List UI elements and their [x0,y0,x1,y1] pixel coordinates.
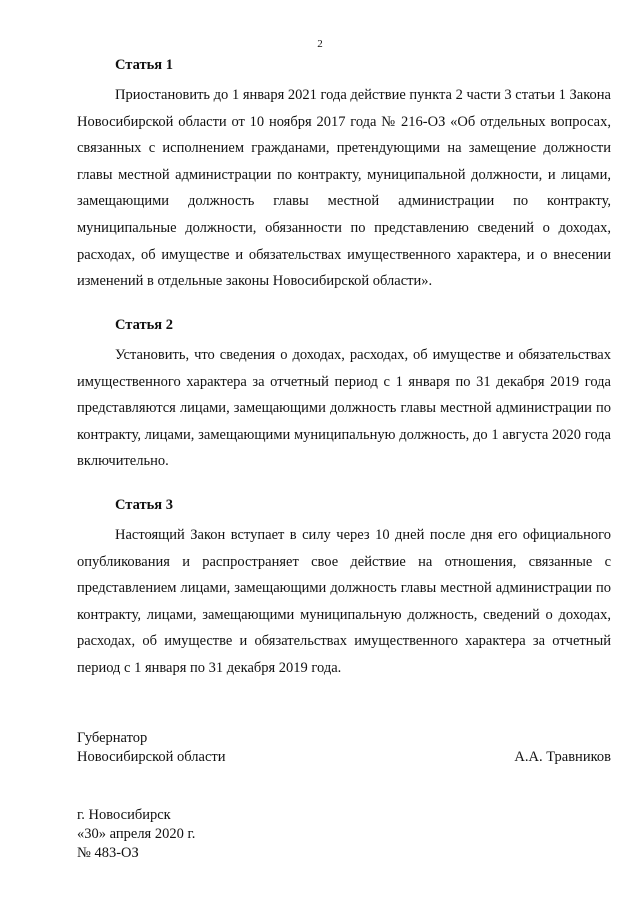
signatory-position-line1: Губернатор [77,730,148,746]
document-footer [77,806,195,863]
signatory-name: А.А. Травников [514,749,611,765]
article-2 [77,316,611,475]
footer-law-number: № 483-ОЗ [77,845,139,861]
article-3 [77,496,611,682]
article-1-title: Статья 1 [115,57,173,73]
article-3-title: Статья 3 [115,497,173,513]
article-1-body: Приостановить до 1 января 2021 года действие пункта 2 части 3 статьи 1 Закона Новосибирской области от 10 ноября 2017 года № 216-ОЗ «Об отдельных вопросах, связанных с исполнением гражданами, претендующими на замещение должности главы местной администрации по контракту, муниципальной должности, и лицами, замещающими должность главы местной администрации по контракту, муниципальные должности, обязанности по представлению сведений о доходах, расходах, об имуществе и обязательствах имущественного характера, и о внесении изменений в отдельные законы Новосибирской области». [77,87,611,290]
footer-city: г. Новосибирск [77,807,171,823]
signatory-position-line2: Новосибирской области [77,749,226,765]
signature-block [77,729,611,767]
footer-date: «30» апреля 2020 г. [77,826,196,842]
signature-row [77,748,611,767]
article-2-body: Установить, что сведения о доходах, расходах, об имуществе и обязательствах имущественного характера за отчетный период с 1 января по 31 декабря 2019 года представляются лицами, замещающими должность главы местной администрации по контракту, лицами, замещающими муниципальную должность, до 1 августа 2020 года включительно. [77,347,611,470]
article-3-body: Настоящий Закон вступает в силу через 10 дней после дня его официального опубликования и распространяет свое действие на отношения, связанные с представлением лицами, замещающими должность главы местной администрации по контракту, лицами, замещающими муниципальную должность, сведений о доходах, расходах, об имуществе и обязательствах имущественного характера за отчетный период с 1 января по 31 декабря 2019 года. [77,527,611,676]
page-number: 2 [317,38,323,50]
article-1 [77,56,611,295]
article-2-title: Статья 2 [115,317,173,333]
